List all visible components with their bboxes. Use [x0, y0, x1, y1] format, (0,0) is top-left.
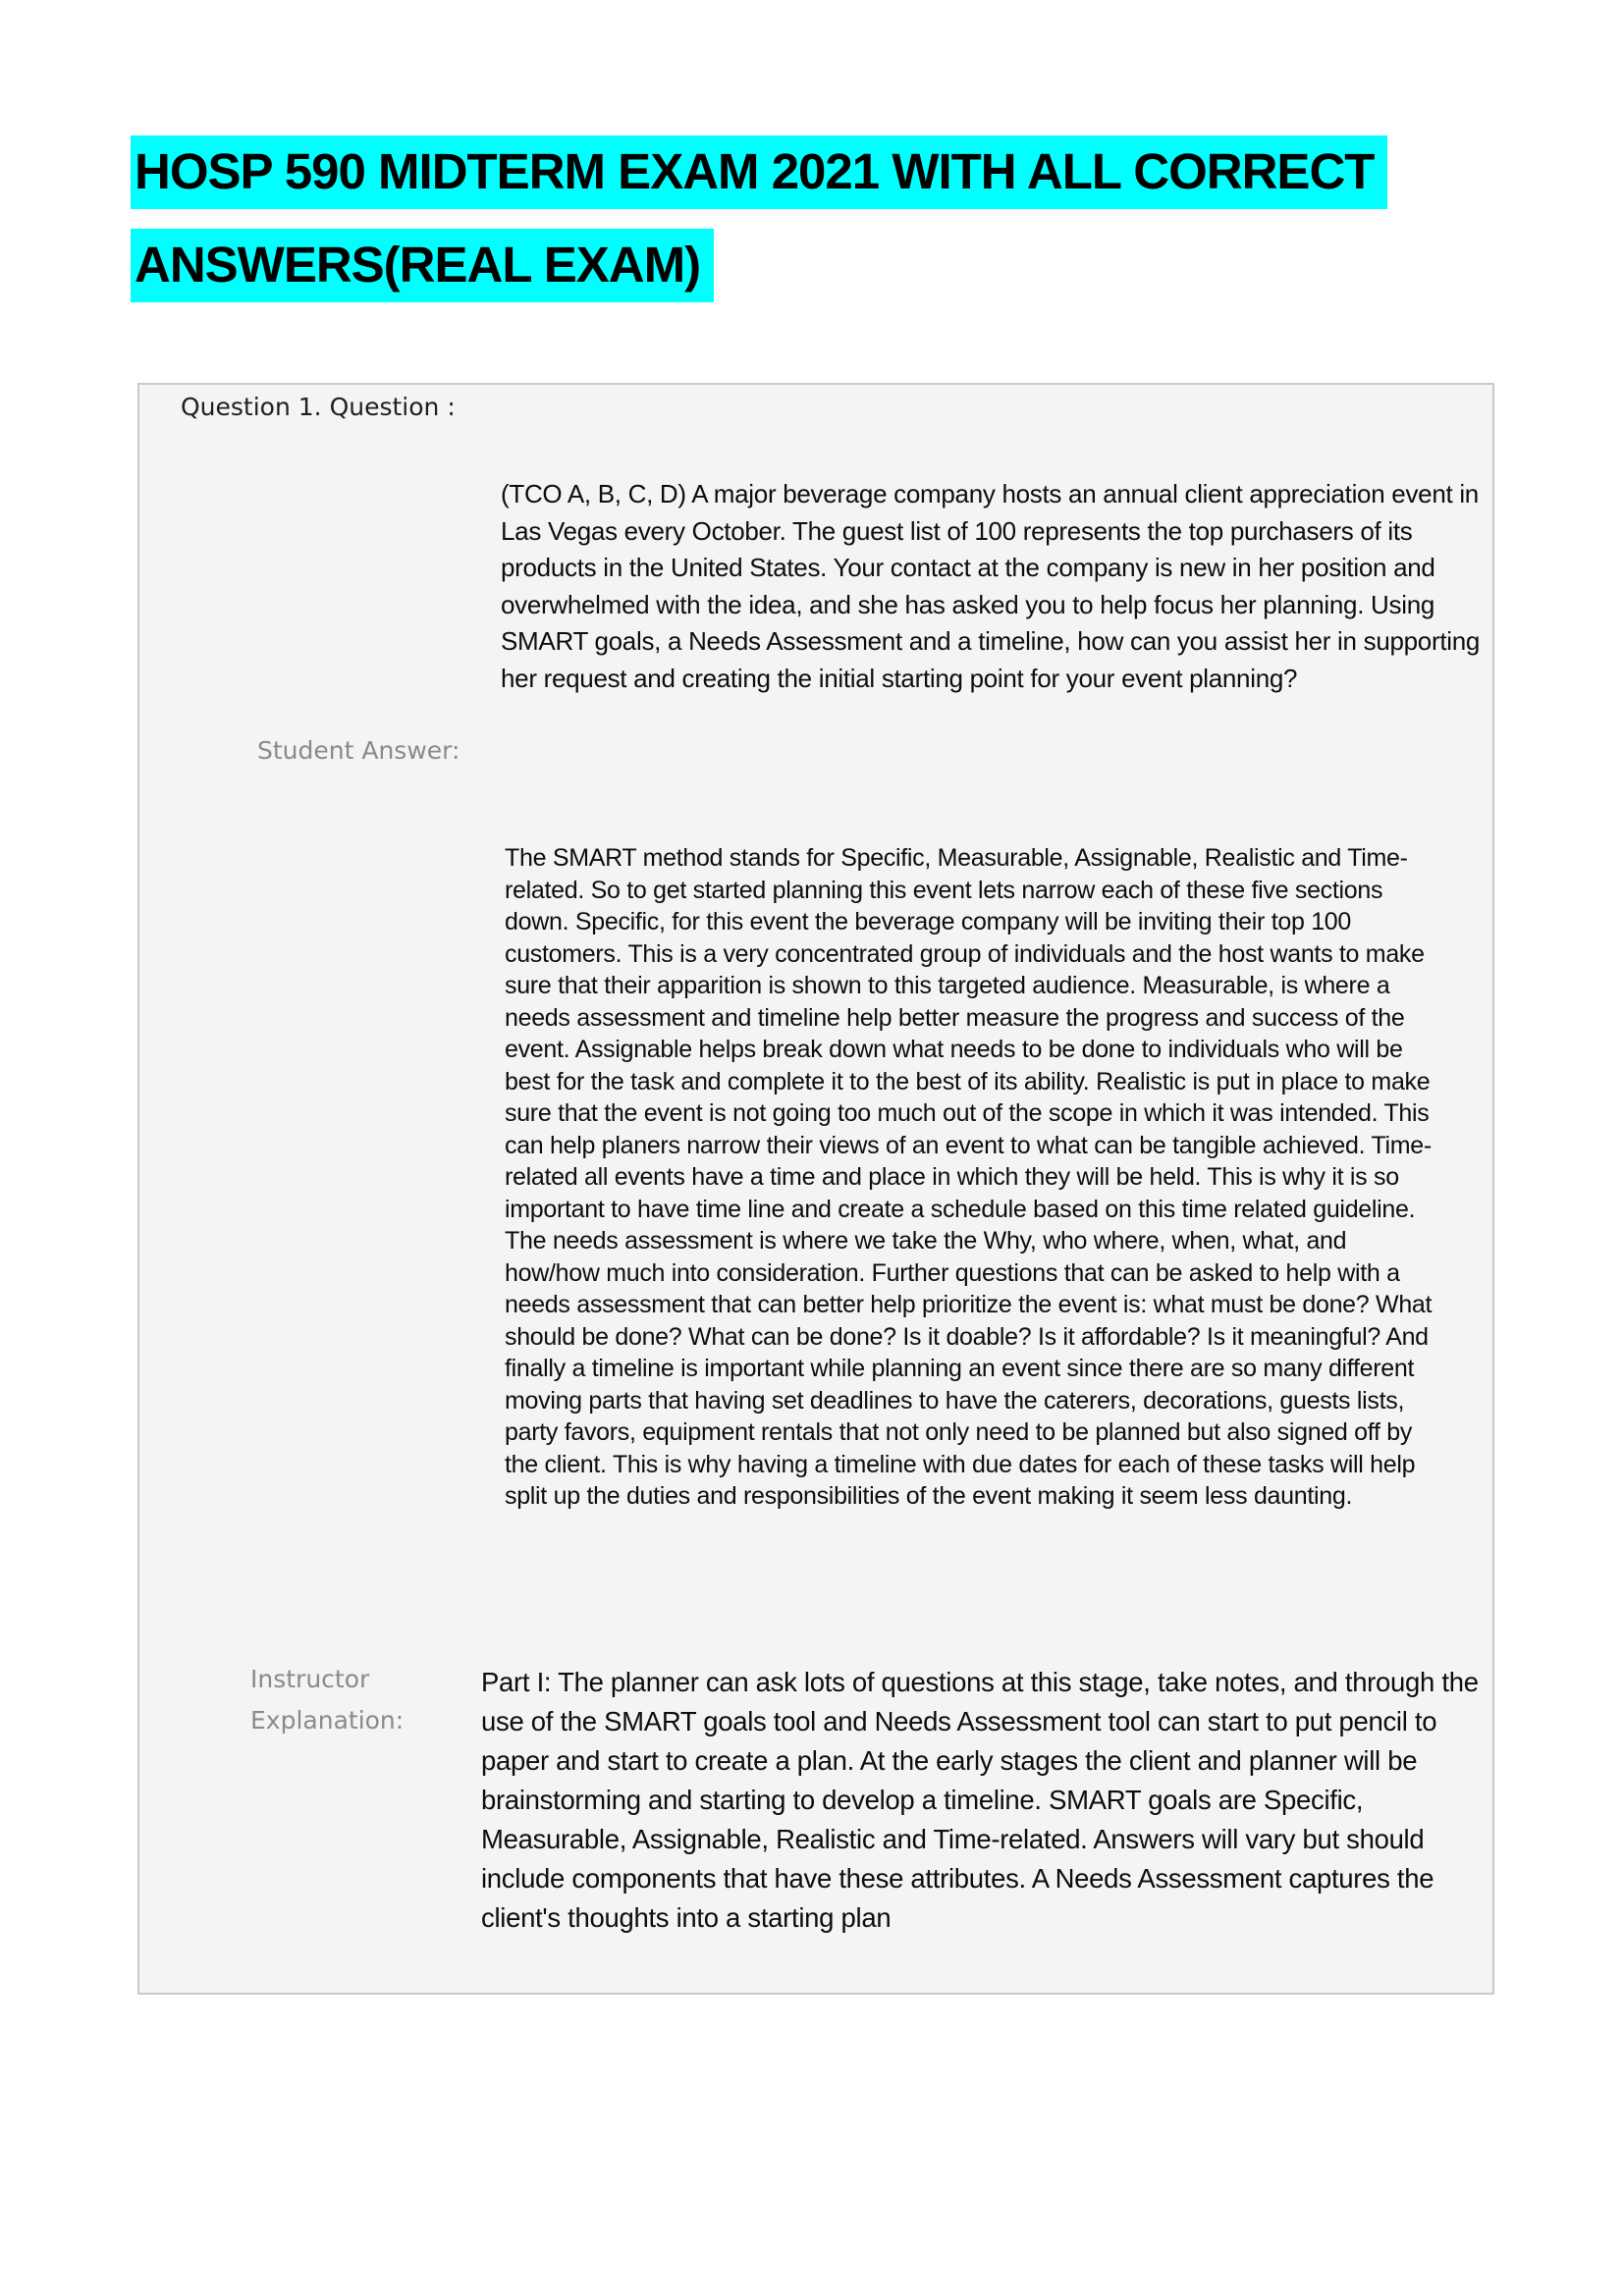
instructor-explanation-label: Instructor Explanation: — [250, 1665, 405, 1735]
page-title-line-2: ANSWERS(REAL EXAM) — [131, 229, 714, 302]
question-box — [137, 383, 1494, 1995]
question-prompt: (TCO A, B, C, D) A major beverage company hosts an annual client appreciation event in Las Vegas every October. The guest list of 100 represents the top purchasers of its products in the United States. Your contact at the company is new in her position and overwhelmed with the idea, and she has asked you to help focus her planning. Using SMART goals, a Needs Assessment and a timeline, how can you assist her in supporting her request and creating the initial starting point for your event planning? — [501, 479, 1481, 693]
page-title — [131, 135, 1387, 322]
student-answer-label: Student Answer: — [257, 736, 460, 765]
question-header: Question 1. Question : — [181, 393, 456, 421]
student-answer-text: The SMART method stands for Specific, Measurable, Assignable, Realistic and Time-related. So to get started planning this event lets narrow each of these five sections down. Specific, for this event the beverage company will be inviting their top 100 customers. This is a very concentrated group of individuals and the host wants to make sure that their apparition is shown to this targeted audience. Measurable, is where a needs assessment and timeline help better measure the progress and success of the event. Assignable helps break down what needs to be done to individuals who will be best for the task and complete it to the best of its ability. Realistic is put in place to make sure that the event is not going too much out of the scope in which it was intended. This can help planers narrow their views of an event to what can be tangible achieved. Time-related all events have a time and place in which they will be held. This is why it is so important to have time line and create a schedule based on this time related guideline. The needs assessment is where we take the Why, who where, when, what, and how/how much into consideration. Further questions that can be asked to help with a needs assessment that can better help prioritize the event is: what must be done? What should be done? What can be done? Is it doable? Is it affordable? Is it meaningful? And finally a timeline is important while planning an event since there are so many different moving parts that having set deadlines to have the caterers, decorations, guests lists, party favors, equipment rentals that not only need to be planned but also signed off by the client. This is why having a timeline with due dates for each of these tasks will help split up the duties and responsibilities of the event making it seem less daunting. — [505, 844, 1433, 1510]
instructor-explanation-text: Part I: The planner can ask lots of questions at this stage, take notes, and through the use of the SMART goals tool and Needs Assessment tool can start to put pencil to paper and start to create a plan. At the early stages the client and planner will be brainstorming and starting to develop a timeline. SMART goals are Specific, Measurable, Assignable, Realistic and Time-related. Answers will vary but should include components that have these attributes. A Needs Assessment captures the client's thoughts into a starting plan — [481, 1667, 1479, 1933]
page-title-line-1: HOSP 590 MIDTERM EXAM 2021 WITH ALL CORRECT — [131, 135, 1387, 209]
